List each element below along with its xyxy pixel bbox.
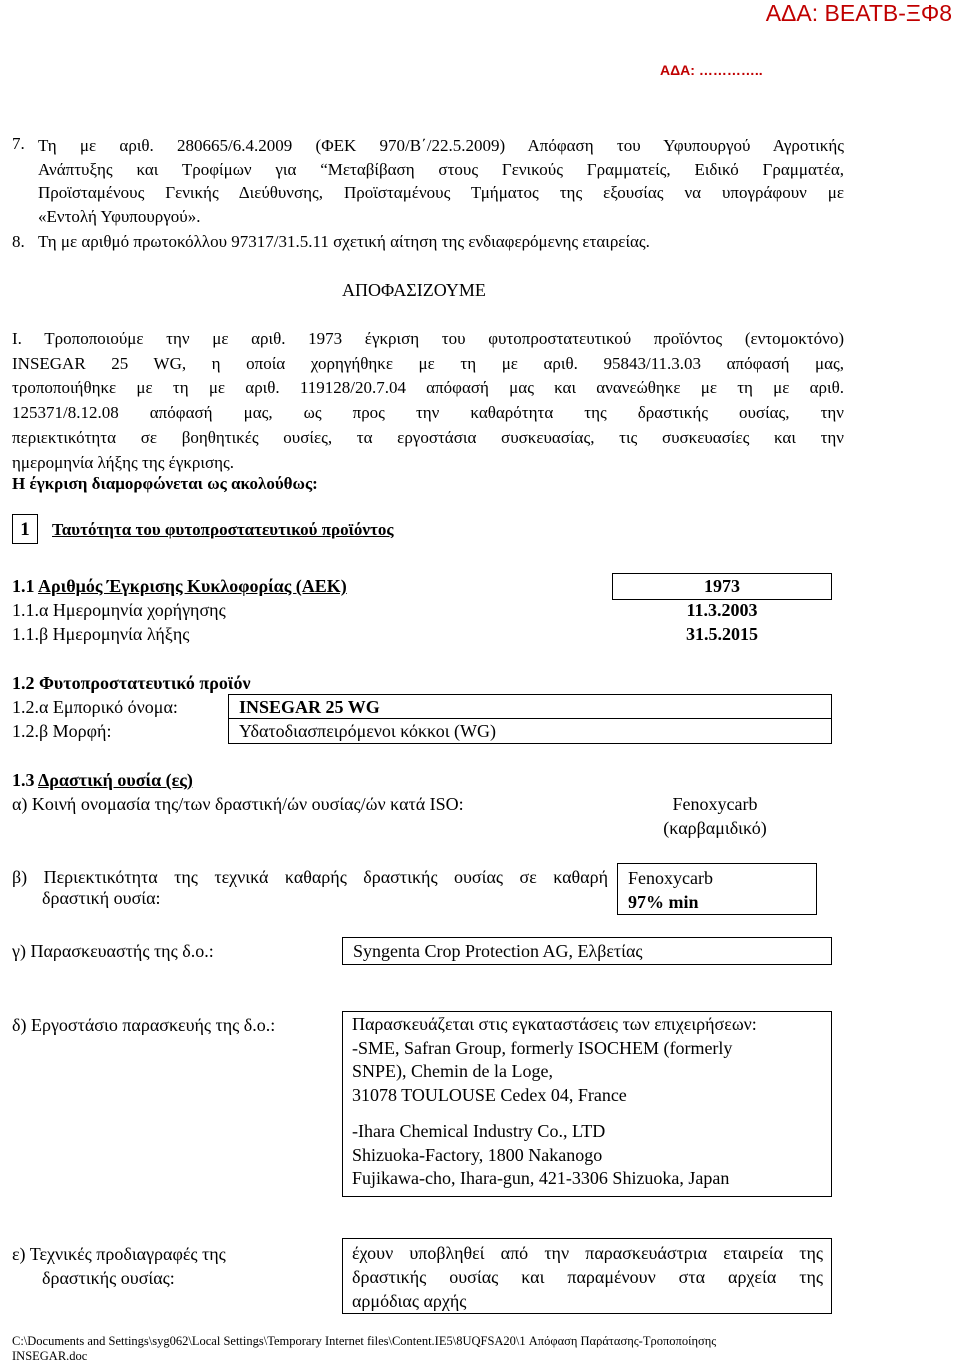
section-1-title: Ταυτότητα του φυτοπροστατευτικού προϊόντος	[52, 520, 394, 539]
purity-label-line: β) Περιεκτικότητα της τεχνικά καθαρής δραστικής ουσίας σε καθαρή	[12, 867, 608, 887]
footer-path-line: C:\Documents and Settings\syg062\Local Settings\Temporary Internet files\Content.IE5\8UQFSA20\1 Απόφαση Παράτασης-Τροποποίησης	[12, 1334, 717, 1348]
aek-value-box: 1973	[612, 573, 832, 600]
trade-name-value: INSEGAR 25 WG	[228, 694, 832, 719]
trade-name-label: 1.2.α Εμπορικό όνομα:	[12, 697, 178, 717]
formulation-label: 1.2.β Μορφή:	[12, 721, 112, 741]
item-7-line: Ανάπτυξης και Τροφίμων για “Μεταβίβαση στους Γενικούς Γραμματείς, Ειδικό Γραμματέα,	[38, 159, 844, 179]
iso-name-class: (καρβαμιδικό)	[663, 818, 767, 838]
s1-3-heading-text: Δραστική ουσία (ες)	[38, 770, 193, 790]
factory-line: -Ihara Chemical Industry Co., LTD	[352, 1121, 606, 1141]
formulation-value: Υδατοδιασπειρόμενοι κόκκοι (WG)	[228, 718, 832, 744]
purity-label-line: δραστική ουσία:	[42, 888, 161, 908]
section-I-line: INSEGAR 25 WG, η οποία χορηγήθηκε με τη με αριθ. 95843/11.3.03 απόφασή μας,	[12, 353, 844, 373]
factory-label: δ) Εργοστάσιο παρασκευής της δ.ο.:	[12, 1015, 276, 1035]
section-number-box: 1	[12, 514, 38, 544]
purity-label	[12, 867, 608, 909]
item-8-text: Τη με αριθμό πρωτοκόλλου 97317/31.5.11 σχετική αίτηση της ενδιαφερόμενης εταιρείας.	[38, 232, 650, 251]
section-I-line: περιεκτικότητα σε βοηθητικές ουσίες, τα εργοστάσια συσκευασίας, τις συσκευασίες και την	[12, 427, 844, 447]
s1-1-label	[12, 576, 347, 597]
item-7-line: Προϊσταμένους Γενικής Διεύθυνσης, Προϊσταμένους Τμήματος της εξουσίας να υπογράφουν με	[38, 183, 844, 202]
item-7-line: Τη με αριθ. 280665/6.4.2009 (ΦΕΚ 970/Β΄/22.5.2009) Απόφαση του Υφυπουργού Αγροτικής	[38, 136, 844, 155]
specs-line: αρμόδιας αρχής	[352, 1291, 467, 1311]
specs-line: δραστικής ουσίας και παραμένουν στα αρχεία της	[352, 1267, 823, 1287]
purity-substance: Fenoxycarb	[628, 868, 713, 888]
factory-line: Shizuoka-Factory, 1800 Nakanogo	[352, 1144, 603, 1165]
purity-value-box	[617, 863, 817, 915]
specs-label	[12, 1242, 226, 1290]
iso-name-label: α) Κοινή ονομασία της/των δραστική/ών ουσίας/ών κατά ISO:	[12, 794, 464, 814]
section-I-line: τροποποιήθηκε με τη με αριθ. 119128/20.7.04 απόφασή μας και ανανεώθηκε με τη με αριθ.	[12, 378, 844, 398]
section-I-line: Ι. Τροποποιούμε την με αριθ. 1973 έγκριση του φυτοπροστατευτικού προϊόντος (εντομοκτόνο)	[12, 329, 844, 348]
factory-line: -SME, Safran Group, formerly ISOCHEM (formerly	[352, 1037, 733, 1058]
ada-reference: ΑΔΑ: ΒΕΑΤΒ-ΞΦ8	[765, 0, 952, 26]
factory-line: SNPE), Chemin de la Loge,	[352, 1061, 553, 1081]
manufacturer-label: γ) Παρασκευαστής της δ.ο.:	[12, 941, 214, 961]
approval-conclusion: Η έγκριση διαμορφώνεται ως ακολούθως:	[12, 474, 318, 493]
factory-line: Fujikawa-cho, Ihara-gun, 421-3306 Shizuoka, Japan	[352, 1168, 730, 1188]
s1-2-heading: 1.2 Φυτοπροστατευτικό προϊόν	[12, 673, 251, 693]
item-7-number: 7.	[12, 134, 25, 153]
issue-date-value: 11.3.2003	[686, 600, 758, 620]
section-I-text	[12, 327, 844, 475]
issue-date-label: 1.1.α Ημερομηνία χορήγησης	[12, 600, 226, 620]
factory-value-box	[342, 1011, 832, 1197]
s1-1-label-text: Αριθμός Έγκρισης Κυκλοφορίας (ΑΕΚ)	[38, 576, 347, 596]
s1-3-number: 1.3	[12, 770, 35, 790]
s1-1-number: 1.1	[12, 576, 35, 596]
item-8-number: 8.	[12, 232, 25, 251]
s1-3-heading	[12, 770, 193, 791]
specs-value-box	[342, 1238, 832, 1314]
item-7-text	[38, 134, 844, 228]
footer-path	[12, 1334, 716, 1364]
factory-line: Παρασκευάζεται στις εγκαταστάσεις των επιχειρήσεων:	[352, 1014, 757, 1034]
purity-min-value: 97% min	[628, 892, 699, 912]
iso-name-value: Fenoxycarb	[672, 794, 758, 814]
footer-path-line: INSEGAR.doc	[12, 1349, 88, 1363]
section-I-line: ημερομηνία λήξης της έγκρισης.	[12, 452, 234, 472]
specs-line: έχουν υποβληθεί από την παρασκευάστρια εταιρεία της	[352, 1243, 823, 1263]
ada-placeholder: ΑΔΑ: …………..	[660, 62, 763, 78]
specs-label-line: δραστικής ουσίας:	[42, 1268, 175, 1288]
item-7-line: «Εντολή Υφυπουργού».	[38, 206, 201, 226]
decision-heading: ΑΠΟΦΑΣΙΖΟΥΜΕ	[342, 280, 486, 300]
section-I-line: 125371/8.12.08 απόφασή μας, ως προς την καθαρότητα της δραστικής ουσίας, την	[12, 403, 844, 423]
expiry-date-value: 31.5.2015	[686, 624, 758, 644]
specs-label-line: ε) Τεχνικές προδιαγραφές της	[12, 1244, 226, 1264]
expiry-date-label: 1.1.β Ημερομηνία λήξης	[12, 624, 190, 644]
manufacturer-value: Syngenta Crop Protection AG, Ελβετίας	[342, 937, 832, 965]
factory-line: 31078 TOULOUSE Cedex 04, France	[352, 1084, 627, 1105]
